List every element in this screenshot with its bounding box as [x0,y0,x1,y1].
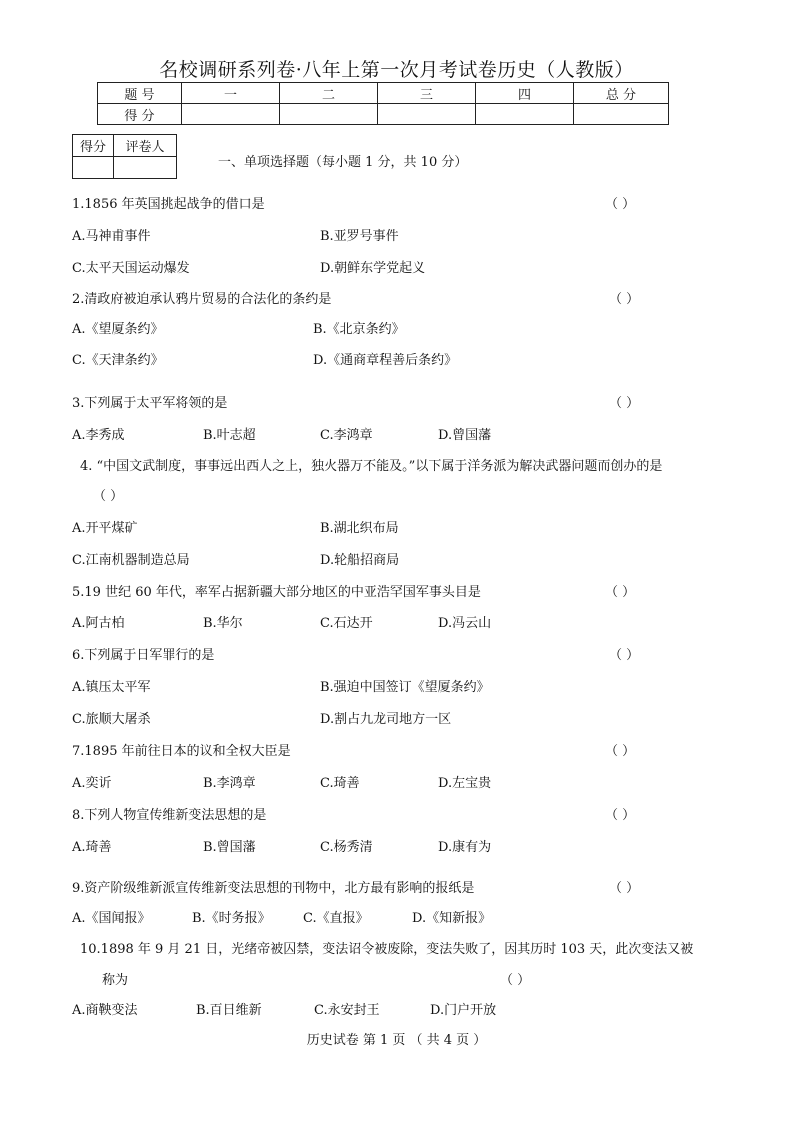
answer-bracket: （ ） [93,489,124,504]
option-b: B.亚罗号事件 [320,229,399,244]
score-header-label: 题 号 [98,83,182,104]
option-d: D.《通商章程善后条约》 [313,353,458,368]
option-c: C.石达开 [320,616,373,631]
exam-title: 名校调研系列卷·八年上第一次月考试卷历史（人教版） [159,59,634,81]
answer-bracket: （ ） [605,808,636,823]
option-a: A.马神甫事件 [72,229,151,244]
option-a: A.镇压太平军 [72,680,151,695]
option-b: B.曾国藩 [203,840,256,855]
option-b: B.李鸿章 [203,776,256,791]
question-stem: 4. “中国文武制度，事事远出西人之上，独火器万不能及。”以下属于洋务派为解决武器问题而创办的是 [80,459,663,474]
option-d: D.朝鲜东学党起义 [320,261,426,276]
option-b: B.《时务报》 [192,911,271,926]
question-stem: 8.下列人物宣传维新变法思想的是 [72,808,267,823]
option-d: D.左宝贵 [438,776,492,791]
score-header-part1: 一 [182,83,280,104]
question-stem: 9.资产阶级维新派宣传维新变法思想的刊物中，北方最有影响的报纸是 [72,881,475,896]
score-header-part2: 二 [280,83,378,104]
score-cell-4 [476,104,574,125]
option-b: B.《北京条约》 [313,322,405,337]
question-stem: 3.下列属于太平军将领的是 [72,396,228,411]
section-heading: 一、单项选择题（每小题 1 分，共 10 分） [218,155,468,170]
option-a: A.开平煤矿 [72,521,138,536]
question-stem-continued: 称为 [102,973,129,988]
grader-score-label: 得分 [73,135,114,157]
option-a: A.琦善 [72,840,112,855]
option-c: C.李鸿章 [320,428,373,443]
score-row-label: 得 分 [98,104,182,125]
option-d: D.割占九龙司地方一区 [320,712,452,727]
question-stem: 10.1898 年 9 月 21 日，光绪帝被囚禁，变法诏令被废除，变法失败了，因其历时 103 天，此次变法又被 [80,942,694,957]
grader-name-cell [114,157,177,179]
grader-name-label: 评卷人 [114,135,177,157]
option-b: B.百日维新 [196,1003,262,1018]
option-b: B.强迫中国签订《望厦条约》 [320,680,490,695]
option-d: D.轮船招商局 [320,553,400,568]
question-stem: 1.1856 年英国挑起战争的借口是 [72,197,265,212]
option-b: B.湖北织布局 [320,521,399,536]
answer-bracket: （ ） [609,396,640,411]
score-header-part3: 三 [378,83,476,104]
question-stem: 2.清政府被迫承认鸦片贸易的合法化的条约是 [72,292,332,307]
option-d: D.康有为 [438,840,492,855]
option-d: D.曾国藩 [438,428,492,443]
option-c: C.《直报》 [303,911,369,926]
question-stem: 7.1895 年前往日本的议和全权大臣是 [72,744,291,759]
grader-box [72,134,177,179]
score-cell-total [574,104,669,125]
score-header-part4: 四 [476,83,574,104]
answer-bracket: （ ） [500,973,531,988]
option-c: C.永安封王 [314,1003,380,1018]
option-d: D.门户开放 [430,1003,497,1018]
answer-bracket: （ ） [605,197,636,212]
answer-bracket: （ ） [609,881,640,896]
option-c: C.太平天国运动爆发 [72,261,190,276]
option-c: C.江南机器制造总局 [72,553,190,568]
option-d: D.《知新报》 [412,911,492,926]
option-c: C.《天津条约》 [72,353,164,368]
answer-bracket: （ ） [605,744,636,759]
answer-bracket: （ ） [605,585,636,600]
option-a: A.李秀成 [72,428,125,443]
option-c: C.杨秀清 [320,840,373,855]
answer-bracket: （ ） [609,648,640,663]
option-d: D.冯云山 [438,616,492,631]
answer-bracket: （ ） [609,292,640,307]
option-a: A.商鞅变法 [72,1003,138,1018]
page-footer: 历史试卷 第 1 页 （ 共 4 页 ） [306,1033,487,1048]
option-b: B.叶志超 [203,428,256,443]
option-c: C.旅顺大屠杀 [72,712,151,727]
score-header-total: 总 分 [574,83,669,104]
option-b: B.华尔 [203,616,243,631]
score-cell-3 [378,104,476,125]
option-a: A.《望厦条约》 [72,322,164,337]
option-a: A.阿古柏 [72,616,125,631]
score-cell-2 [280,104,378,125]
question-stem: 5.19 世纪 60 年代，率军占据新疆大部分地区的中亚浩罕国军事头目是 [72,585,481,600]
option-c: C.琦善 [320,776,360,791]
grader-score-cell [73,157,114,179]
option-a: A.奕䜣 [72,776,112,791]
score-cell-1 [182,104,280,125]
option-a: A.《国闻报》 [72,911,151,926]
score-table [97,82,669,125]
question-stem: 6.下列属于日军罪行的是 [72,648,215,663]
